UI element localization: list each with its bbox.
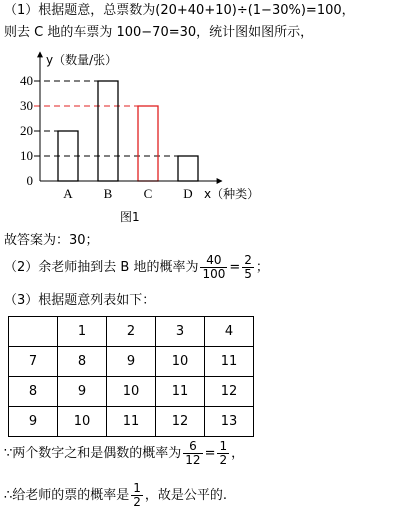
y-tick-label-30: 30 [20, 98, 33, 113]
y-tick-label-10: 10 [20, 148, 33, 163]
x-axis-label: x（种类） [204, 187, 260, 201]
x-tick-label-B: B [103, 186, 113, 201]
fraction-1-2-b: $\frac{1}{2}$ [133, 481, 141, 509]
equals-sign: = [229, 260, 241, 275]
table-cell: 7 [9, 347, 58, 377]
table-cell [9, 317, 58, 347]
table-cell: 1 [58, 317, 107, 347]
table-cell: 4 [205, 317, 254, 347]
table-row [9, 377, 254, 407]
table-cell: 11 [107, 407, 156, 437]
table-cell: 9 [58, 377, 107, 407]
table-row [9, 407, 254, 437]
bar-B [98, 81, 118, 181]
table-cell: 10 [156, 347, 205, 377]
figure-caption: 图1 [120, 210, 140, 224]
table-cell: 11 [156, 377, 205, 407]
part2-text: （2）余老师抽到去 B 地的概率为 [4, 260, 199, 275]
table-cell: 10 [107, 377, 156, 407]
table-row [9, 317, 254, 347]
x-tick-label-A: A [63, 186, 73, 201]
line-part3: （3）根据题意列表如下： [4, 293, 156, 308]
line-part2: （2）余老师抽到去 B 地的概率为 $\frac{40}{100}$ = $\frac{2}{5}$ ； [4, 253, 269, 281]
y-tick-label-40: 40 [20, 73, 33, 88]
table-cell: 8 [58, 347, 107, 377]
line-part1-cont: 则去 C 地的车票为 100−70=30，统计图如图所示， [4, 25, 314, 40]
y-tick-label-20: 20 [20, 123, 33, 138]
table-cell: 3 [156, 317, 205, 347]
line-part1: （1）根据题意，总票数为(20+40+10)÷(1−30%)=100， [4, 3, 355, 18]
table-cell: 10 [58, 407, 107, 437]
table-row [9, 347, 254, 377]
fraction-1-2: $\frac{1}{2}$ [219, 439, 228, 467]
table-cell: 11 [205, 347, 254, 377]
bar-C [138, 106, 158, 181]
line-even-probability: ∵两个数字之和是偶数的概率为 $\frac{6}{12}$ = $\frac{1}{2}$ ， [4, 439, 245, 467]
y-axis-label: y（数量/张） [46, 53, 118, 67]
fraction-6-12: $\frac{6}{12}$ [185, 439, 201, 467]
fraction-2-5: $\frac{2}{5}$ [244, 253, 252, 281]
x-tick-label-C: C [143, 186, 153, 201]
table-cell: 12 [205, 377, 254, 407]
table-cell: 9 [9, 407, 58, 437]
bar-D [178, 156, 198, 181]
answer-line: 故答案为：30； [4, 233, 99, 248]
line-conclusion: ∴给老师的票的概率是 $\frac{1}{2}$ ，故是公平的. [4, 481, 228, 509]
x-tick-label-D: D [183, 186, 193, 201]
table-cell: 12 [156, 407, 205, 437]
table-cell: 13 [205, 407, 254, 437]
y-tick-label-0: 0 [26, 173, 33, 188]
table-cell: 9 [107, 347, 156, 377]
bar-chart [0, 46, 300, 226]
fraction-40-100: $\frac{40}{100}$ [202, 253, 226, 281]
sum-table [8, 316, 254, 437]
table-cell: 8 [9, 377, 58, 407]
table-cell: 2 [107, 317, 156, 347]
